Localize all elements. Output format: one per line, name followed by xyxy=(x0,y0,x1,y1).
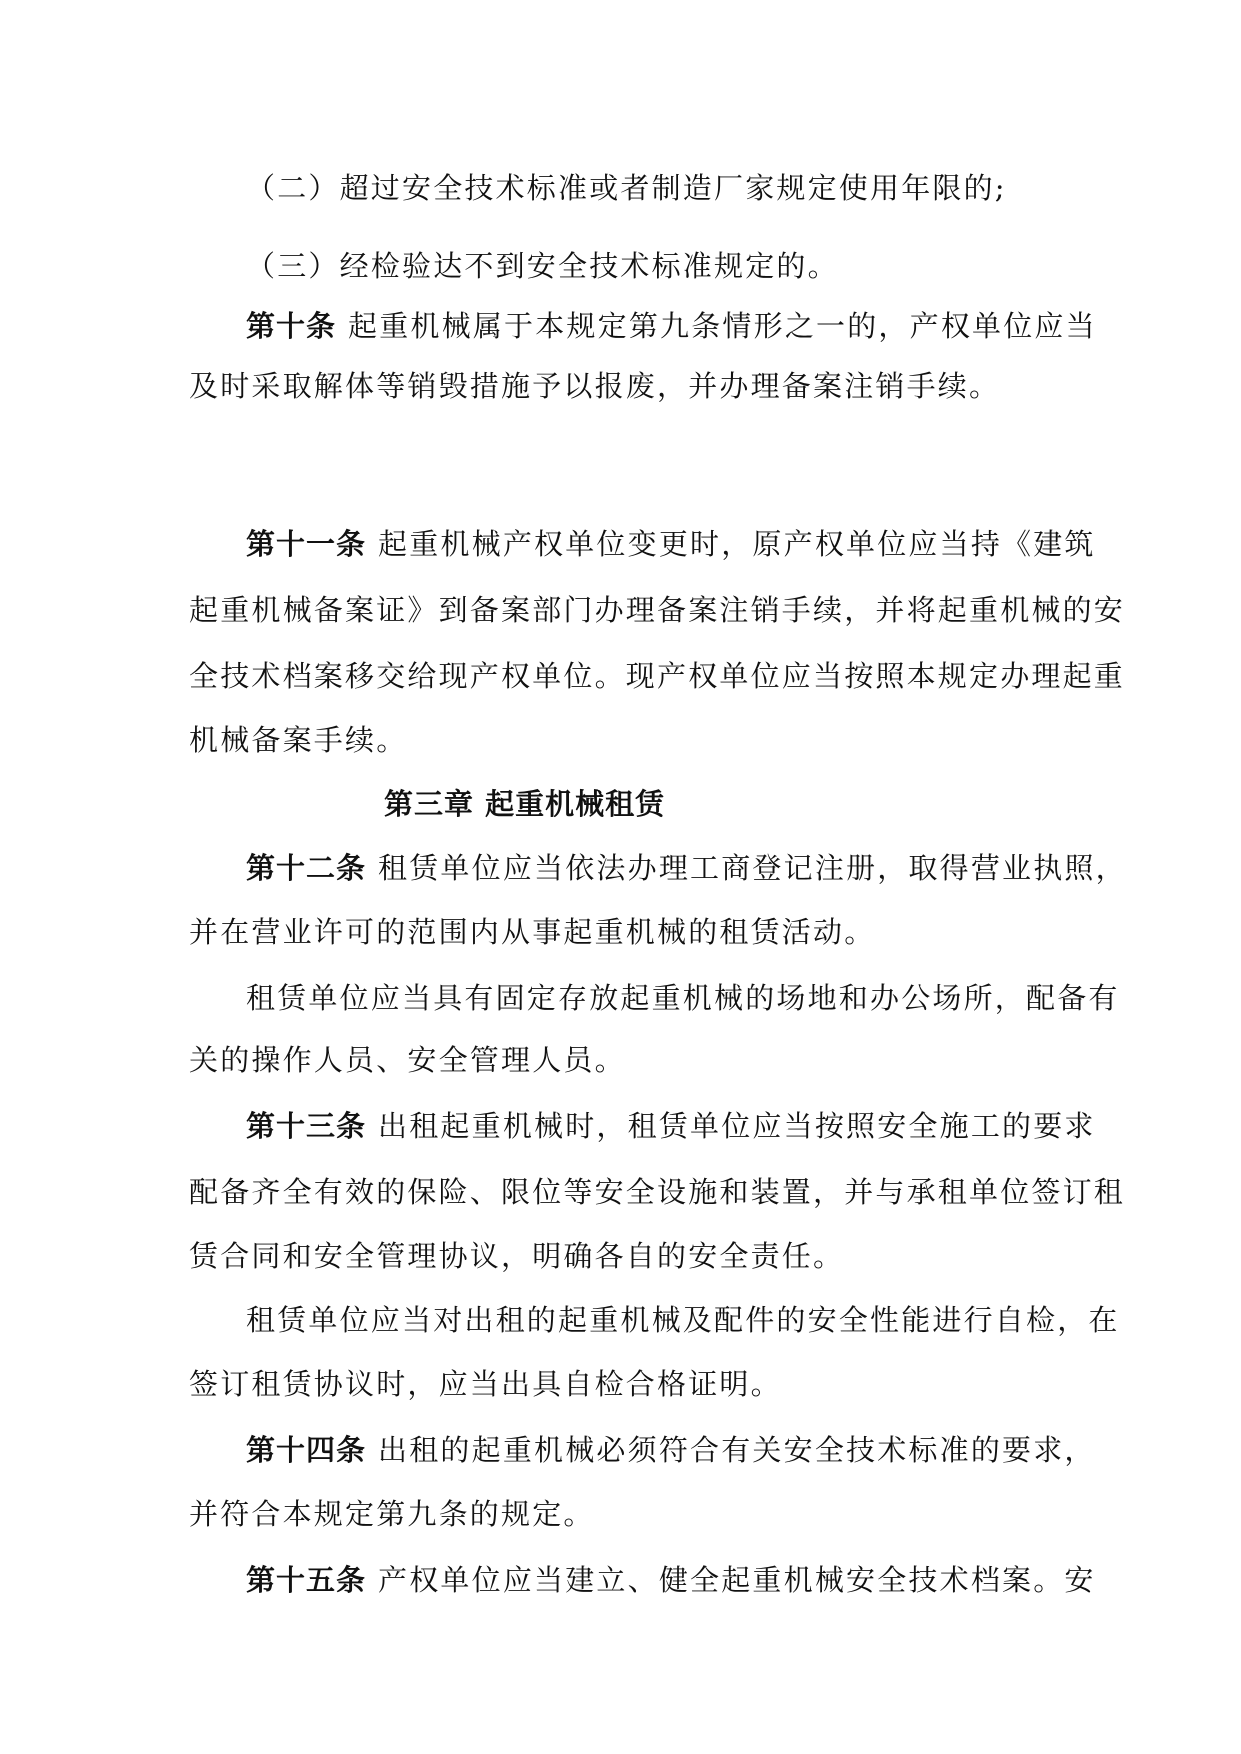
line-text: （三）经检验达不到安全技术标准规定的。 xyxy=(246,249,839,283)
text-line xyxy=(246,978,1126,1018)
text-line xyxy=(189,590,1126,630)
line-text: 赁合同和安全管理协议，明确各自的安全责任。 xyxy=(189,1239,845,1273)
text-line xyxy=(189,720,1069,760)
line-text: 关的操作人员、安全管理人员。 xyxy=(189,1043,626,1077)
article-12 xyxy=(246,848,1126,888)
line-text: 起重机械属于本规定第九条情形之一的，产权单位应当 xyxy=(348,309,1097,343)
text-line xyxy=(189,912,1069,952)
article-15 xyxy=(246,1560,1126,1600)
article-number: 第十条 xyxy=(246,309,337,343)
line-text: 及时采取解体等销毁措施予以报废，并办理备案注销手续。 xyxy=(189,369,1001,403)
article-14 xyxy=(246,1430,1126,1470)
article-13 xyxy=(246,1106,1126,1146)
article-number: 第十一条 xyxy=(246,527,367,561)
line-text: 租赁单位应当具有固定存放起重机械的场地和办公场所，配备有 xyxy=(246,981,1120,1015)
line-text: 出租起重机械时，租赁单位应当按照安全施工的要求 xyxy=(378,1109,1096,1143)
line-text: 签订租赁协议时，应当出具自检合格证明。 xyxy=(189,1367,782,1401)
text-line xyxy=(189,656,1126,696)
list-item-2 xyxy=(246,168,1126,208)
article-number: 第十二条 xyxy=(246,851,367,885)
line-text: 并在营业许可的范围内从事起重机械的租赁活动。 xyxy=(189,915,876,949)
list-item-3 xyxy=(246,246,1126,286)
text-line xyxy=(189,1364,1069,1404)
line-text: 产权单位应当建立、健全起重机械安全技术档案。安 xyxy=(378,1563,1096,1597)
text-line xyxy=(189,1494,1069,1534)
chapter-heading: 第三章 起重机械租赁 xyxy=(384,787,666,821)
article-10 xyxy=(246,306,1126,346)
line-text: 并符合本规定第九条的规定。 xyxy=(189,1497,595,1531)
line-text: 起重机械备案证》到备案部门办理备案注销手续，并将起重机械的安 xyxy=(189,593,1126,627)
line-text: 机械备案手续。 xyxy=(189,723,408,757)
article-number: 第十三条 xyxy=(246,1109,367,1143)
text-line xyxy=(246,1300,1126,1340)
text-line xyxy=(189,1172,1126,1212)
line-text: 出租的起重机械必须符合有关安全技术标准的要求， xyxy=(378,1433,1096,1467)
text-line xyxy=(189,1040,1069,1080)
line-text: 全技术档案移交给现产权单位。现产权单位应当按照本规定办理起重 xyxy=(189,659,1126,693)
text-line xyxy=(189,1236,1069,1276)
article-number: 第十五条 xyxy=(246,1563,367,1597)
line-text: 租赁单位应当依法办理工商登记注册，取得营业执照， xyxy=(378,851,1127,885)
line-text: 起重机械产权单位变更时，原产权单位应当持《建筑 xyxy=(378,527,1096,561)
line-text: 配备齐全有效的保险、限位等安全设施和装置，并与承租单位签订租 xyxy=(189,1175,1126,1209)
article-11 xyxy=(246,524,1126,564)
article-number: 第十四条 xyxy=(246,1433,367,1467)
line-text: 租赁单位应当对出租的起重机械及配件的安全性能进行自检，在 xyxy=(246,1303,1120,1337)
line-text: （二）超过安全技术标准或者制造厂家规定使用年限的; xyxy=(246,171,1007,205)
text-line xyxy=(189,366,1069,406)
